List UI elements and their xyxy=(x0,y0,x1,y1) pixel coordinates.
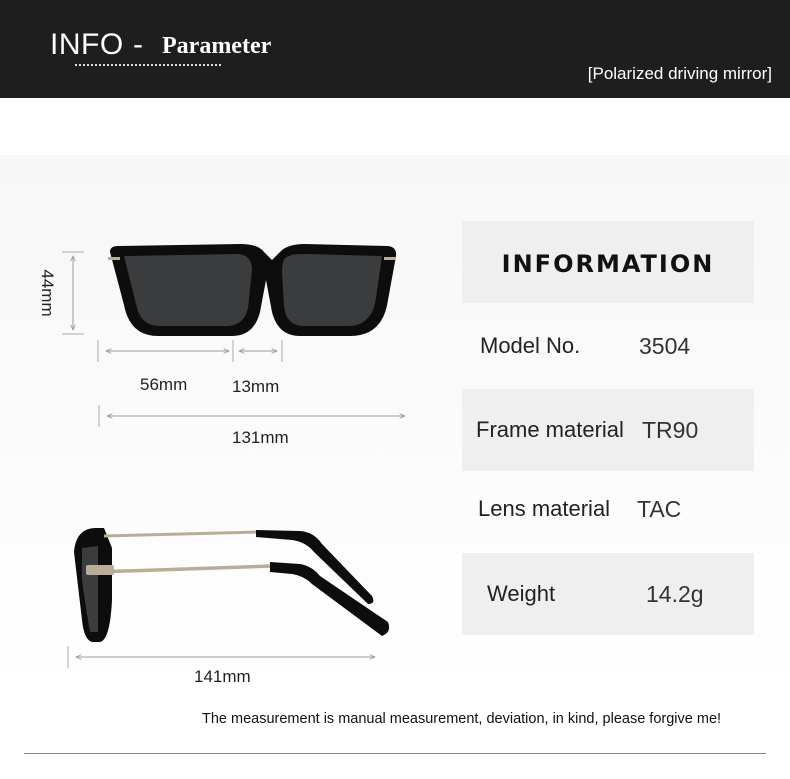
info-value-weight: 14.2g xyxy=(646,581,704,607)
info-value-frame-material: TR90 xyxy=(642,417,699,443)
side-temple-metal-upper xyxy=(104,532,258,536)
measurement-disclaimer: The measurement is manual measurement, deviation, in kind, please forgive me! xyxy=(202,711,722,727)
header-subtitle: [Polarized driving mirror] xyxy=(587,64,772,83)
info-value-lens-material: TAC xyxy=(637,496,682,522)
height-dim-label: 44mm xyxy=(38,269,57,317)
info-key-weight: Weight xyxy=(487,581,556,606)
info-key-model: Model No. xyxy=(480,333,581,358)
info-row-lens-material xyxy=(462,468,754,550)
side-temple-metal-lower xyxy=(96,566,272,572)
info-row-model xyxy=(462,305,754,387)
info-key-frame-material: Frame material xyxy=(476,417,624,442)
header-dash: - xyxy=(133,28,143,61)
information-header-row xyxy=(462,221,754,303)
header-parameter-title: Parameter xyxy=(162,33,272,59)
info-row-frame-material xyxy=(462,389,754,471)
information-title: INFORMATION xyxy=(501,250,715,278)
frame-width-dim-label: 131mm xyxy=(232,428,289,447)
info-value-model: 3504 xyxy=(639,333,691,359)
bottom-divider xyxy=(24,753,766,754)
temple-length-dim-label: 141mm xyxy=(194,667,251,686)
left-hinge-rivet xyxy=(108,257,120,260)
side-hinge xyxy=(86,565,114,575)
bridge-dim-label: 13mm xyxy=(232,377,280,396)
header-info-title: INFO xyxy=(50,28,124,61)
info-key-lens-material: Lens material xyxy=(478,496,611,521)
info-row-weight xyxy=(462,553,754,635)
right-lens xyxy=(282,254,382,326)
right-hinge-rivet xyxy=(384,257,396,260)
left-lens xyxy=(124,254,252,326)
lens-width-dim-label: 56mm xyxy=(140,375,188,394)
